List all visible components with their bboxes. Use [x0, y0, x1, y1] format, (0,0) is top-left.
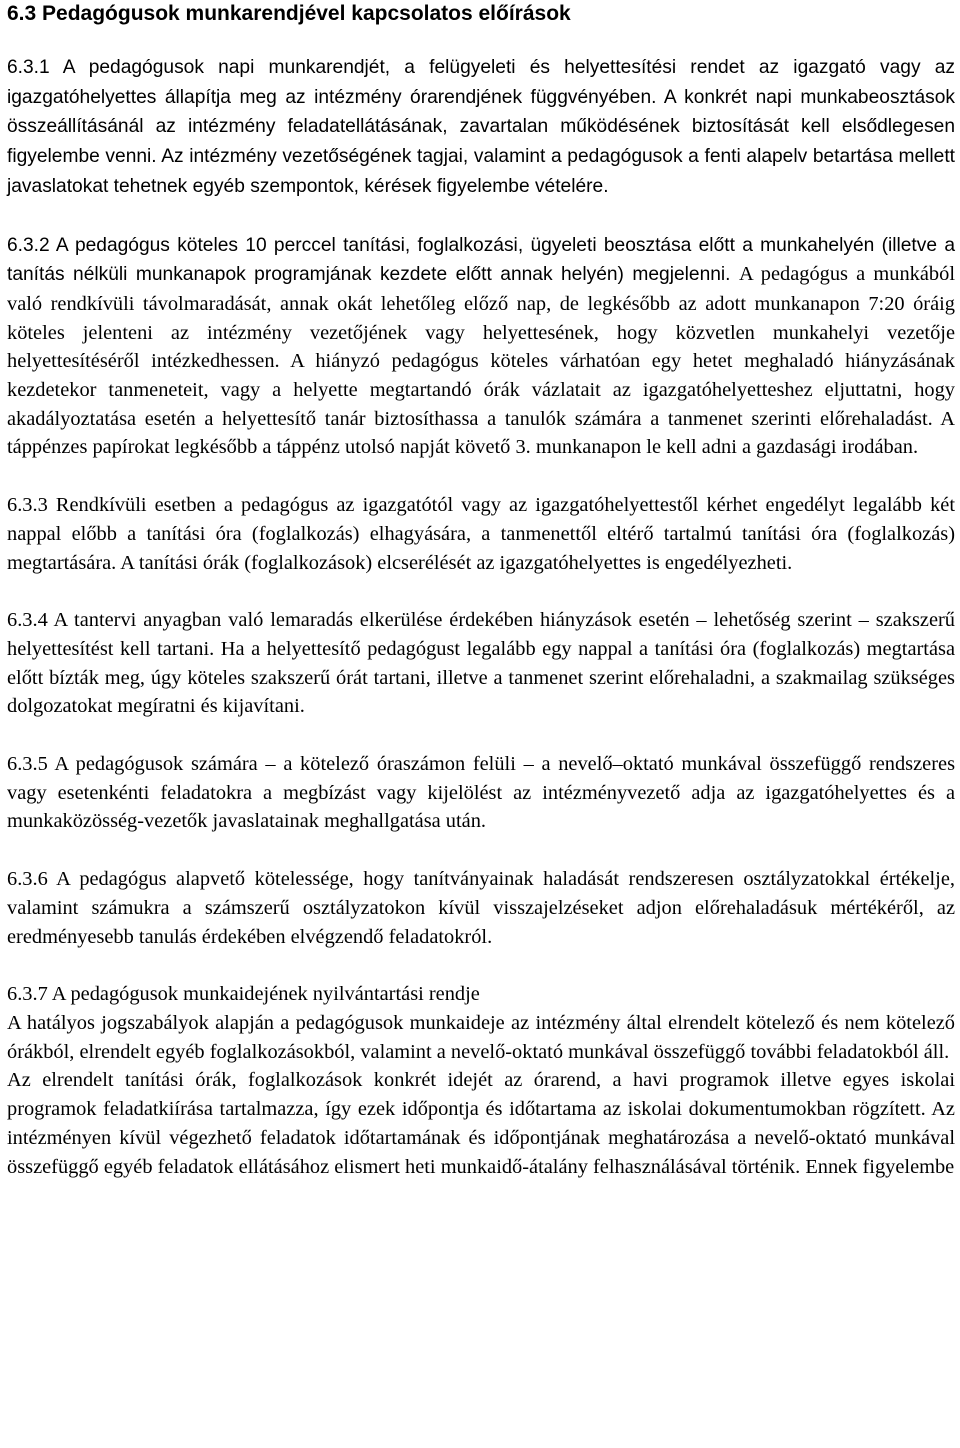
paragraph-text: 6.3.6 A pedagógus alapvető kötelessége, hogy tanítványainak haladását rendszeresen osztályzatokkal értékelje, valamint számukra a számszerű osztályzatokon kívül visszajelzéseket adjon előrehaladásuk mértékéről, az eredményesebb tanulás érdekében elvégzendő feladatokról.: [7, 868, 955, 948]
paragraph-6-3-7-scheduled-lessons: [7, 1066, 955, 1181]
paragraph-6-3-4: [7, 606, 955, 721]
paragraph-text: 6.3.1 A pedagógusok napi munkarendjét, a felügyeleti és helyettesítési rendet az igazgató vagy az igazgatóhelyettes állapítja meg az intézmény órarendjének függvényében. A konkrét napi munkabeosztások összeállításánál az intézmény feladatellátásának, zavartalan működésének biztosítását kell elsődlegesen figyelembe venni. Az intézmény vezetőségének tagjai, valamint a pedagógusok a fenti alapelv betartása mellett javaslatokat tehetnek egyéb szempontok, kérések figyelembe vételére.: [7, 57, 955, 197]
document-page: [7, 0, 955, 1181]
paragraph-text: 6.3.3 Rendkívüli esetben a pedagógus az igazgatótól vagy az igazgatóhelyettestől kérhet engedélyt legalább két nappal előbb a tanítási óra (foglalkozás) elhagyására, a tanmenettől eltérő tartalmú tanítási óra (foglalkozás) megtartására. A tanítási órák (foglalkozások) elcserélését az igazgatóhelyettes is engedélyezheti.: [7, 494, 955, 574]
subsection-title-6-3-7: [7, 980, 955, 1009]
paragraph-text: A pedagógus a munkából való rendkívüli távolmaradását, annak okát lehetőleg előző nap, de legkésőbb az adott munkanapon 7:20 óráig köteles jelenteni az intézmény vezetőjének vagy helyettesének, hogy közvetlen munkahelyi vezetője helyettesítéséről intézkedhessen. A hiányzó pedagógus köteles várhatóan egy hetet meghaladó hiányzásának kezdetekor tanmeneteit, vagy a helyette megtartandó órák vázlatait az igazgatóhelyetteshez eljuttatni, hogy akadályoztatása esetén a helyettesítő tanár biztosíthassa a tanulók számára a tanmenet szerinti előrehaladást. A táppénzes papírokat legkésőbb a táppénz utolsó napját követő 3. munkanapon le kell adni a gazdasági irodában.: [7, 263, 955, 459]
paragraph-text: Az elrendelt tanítási órák, foglalkozások konkrét idejét az órarend, a havi programok illetve egyes iskolai programok feladatkiírása tartalmazza, így ezek időpontja és időtartama az iskolai dokumentumokban rögzített. Az intézményen kívül végezhető feladatok időtartamának és időpontjának meghatározása a nevelő-oktató munkával összefüggő egyéb feladatok ellátásához elismert heti munkaidő-átalány felhasználásával történik. Ennek figyelembe: [7, 1069, 955, 1178]
paragraph-text: A hatályos jogszabályok alapján a pedagógusok munkaideje az intézmény által elrendelt kötelező és nem kötelező órákból, elrendelt egyéb foglalkozásokból, valamint a nevelő-oktató munkával összefüggő további feladatokból áll.: [7, 1011, 955, 1063]
paragraph-6-3-2: [7, 231, 955, 463]
paragraph-6-3-5: [7, 750, 955, 836]
paragraph-6-3-1: [7, 53, 955, 202]
paragraph-6-3-7-working-time: [7, 1009, 955, 1066]
section-heading: 6.3 Pedagógusok munkarendjével kapcsolatos előírások: [7, 2, 571, 25]
paragraph-6-3-6: [7, 865, 955, 951]
paragraph-text: 6.3.4 A tantervi anyagban való lemaradás elkerülése érdekében hiányzások esetén – lehetőség szerint – szakszerű helyettesítést kell tartani. Ha a helyettesítő pedagógust legalább egy nappal a tanítási óra (foglalkozás) megtartása előtt bízták meg, úgy köteles szakszerű órát tartani, illetve a tanmenet szerint előrehaladni, a szakmailag szükséges dolgozatokat megíratni és kijavítani.: [7, 609, 955, 718]
paragraph-6-3-3: [7, 491, 955, 577]
subsection-title-text: 6.3.7 A pedagógusok munkaidejének nyilvántartási rendje: [7, 983, 480, 1006]
paragraph-text: 6.3.5 A pedagógusok számára – a kötelező óraszámon felüli – a nevelő–oktató munkával összefüggő rendszeres vagy esetenkénti feladatokra a megbízást vagy kijelölést az intézményvezető adja az igazgatóhelyettes és a munkaközösség-vezetők javaslatainak meghallgatása után.: [7, 753, 955, 833]
paragraph-text: 6.3.2 A pedagógus köteles 10 perccel tanítási, foglalkozási, ügyeleti beosztása előtt a munkahelyén (illetve a tanítás nélküli munkanapok programjának kezdete előtt annak helyén) megjelenni.: [7, 234, 955, 286]
